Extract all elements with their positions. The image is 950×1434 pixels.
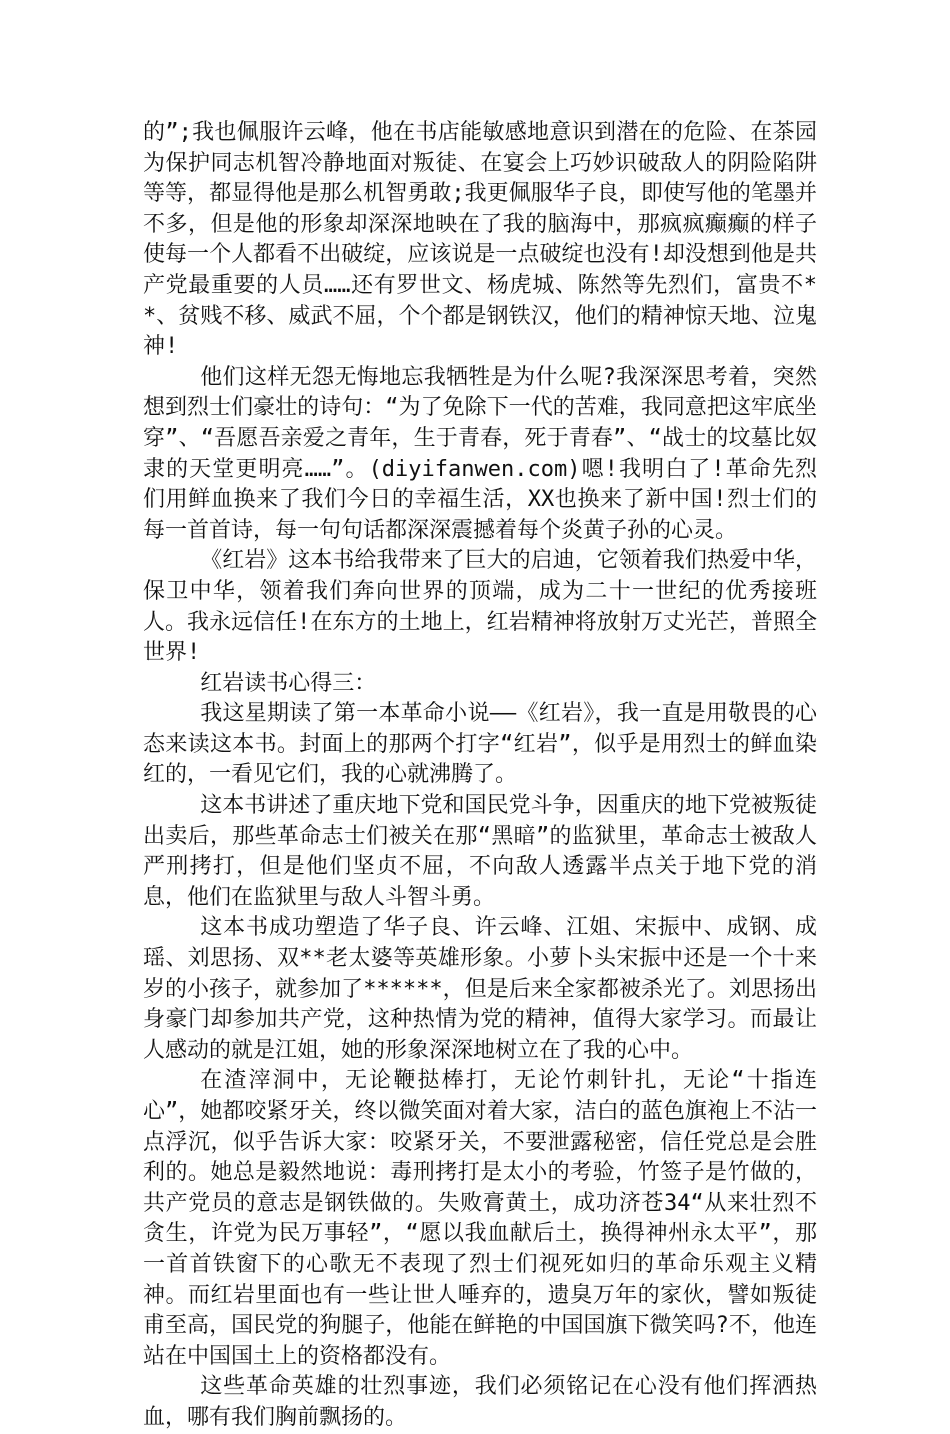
paragraph-9: 这些革命英雄的壮烈事迹，我们必须铭记在心没有他们挥洒热血，哪有我们胸前飘扬的。 bbox=[143, 1374, 817, 1430]
paragraph-8: 在渣滓洞中，无论鞭挞棒打，无论竹刺针扎，无论“十指连心”，她都咬紧牙关，终以微笑面对着大家，洁白的蓝色旗袍上不沾一点浮沉，似乎告诉大家：咬紧牙关，不要泄露秘密，信任党总是会胜利的。她总是毅然地说：毒刑拷打是太小的考验，竹签子是竹做的，共产党员的意志是钢铁做的。失败膏黄土，成功济苍34“从来壮烈不贪生，许党为民万事轻”，“愿以我血献后土，换得神州永太平”，那一首首铁窗下的心歌无不表现了烈士们视死如归的革命乐观主义精神。而红岩里面也有一些让世人唾弃的，遗臭万年的家伙，譬如叛徒甫至高，国民党的狗腿子，他能在鲜艳的中国国旗下微笑吗?不，他连站在中国国土上的资格都没有。 bbox=[143, 1068, 817, 1369]
paragraph-2: 他们这样无怨无悔地忘我牺牲是为什么呢?我深深思考着，突然想到烈士们豪壮的诗句：“为了免除下一代的苦难，我同意把这牢底坐穿”、“吾愿吾亲爱之青年，生于青春，死于青春”、“战士的坟墓比奴隶的天堂更明亮……”。(diyifanwen.com)嗯!我明白了!革命先烈们用鲜血换来了我们今日的幸福生活，XX也换来了新中国!烈士们的每一首首诗，每一句句话都深深震撼着每个炎黄子孙的心灵。 bbox=[143, 364, 817, 543]
paragraph-1: 的”;我也佩服许云峰，他在书店能敏感地意识到潜在的危险、在茶园为保护同志机智冷静地面对叛徒、在宴会上巧妙识破敌人的阴险陷阱等等，都显得他是那么机智勇敢;我更佩服华子良，即使写他的笔墨并不多，但是他的形象却深深地映在了我的脑海中，那疯疯癫癫的样子使每一个人都看不出破绽，应该说是一点破绽也没有!却没想到他是共产党最重要的人员……还有罗世文、杨虎城、陈然等先烈们，富贵不**、贫贱不移、威武不屈，个个都是钢铁汉，他们的精神惊天地、泣鬼神! bbox=[143, 120, 817, 360]
document-page bbox=[143, 118, 817, 1434]
section-heading: 红岩读书心得三： bbox=[200, 670, 377, 696]
paragraph-5: 我这星期读了第一本革命小说——《红岩》，我一直是用敬畏的心态来读这本书。封面上的那两个打字“红岩”，似乎是用烈士的鲜血染红的，一看见它们，我的心就沸腾了。 bbox=[143, 701, 817, 788]
paragraph-7: 这本书成功塑造了华子良、许云峰、江姐、宋振中、成钢、成瑶、刘思扬、双**老太婆等英雄形象。小萝卜头宋振中还是一个十来岁的小孩子，就参加了******，但是后来全家都被杀光了。刘思扬出身豪门却参加共产党，这种热情为党的精神，值得大家学习。而最让人感动的就是江姐，她的形象深深地树立在了我的心中。 bbox=[143, 915, 817, 1063]
paragraph-6: 这本书讲述了重庆地下党和国民党斗争，因重庆的地下党被叛徒出卖后，那些革命志士们被关在那“黑暗”的监狱里，革命志士被敌人严刑拷打，但是他们坚贞不屈，不向敌人透露半点关于地下党的消息，他们在监狱里与敌人斗智斗勇。 bbox=[143, 793, 817, 910]
paragraph-3: 《红岩》这本书给我带来了巨大的启迪，它领着我们热爱中华，保卫中华，领着我们奔向世界的顶端，成为二十一世纪的优秀接班人。我永远信任!在东方的土地上，红岩精神将放射万丈光芒，普照全世界! bbox=[143, 548, 817, 666]
